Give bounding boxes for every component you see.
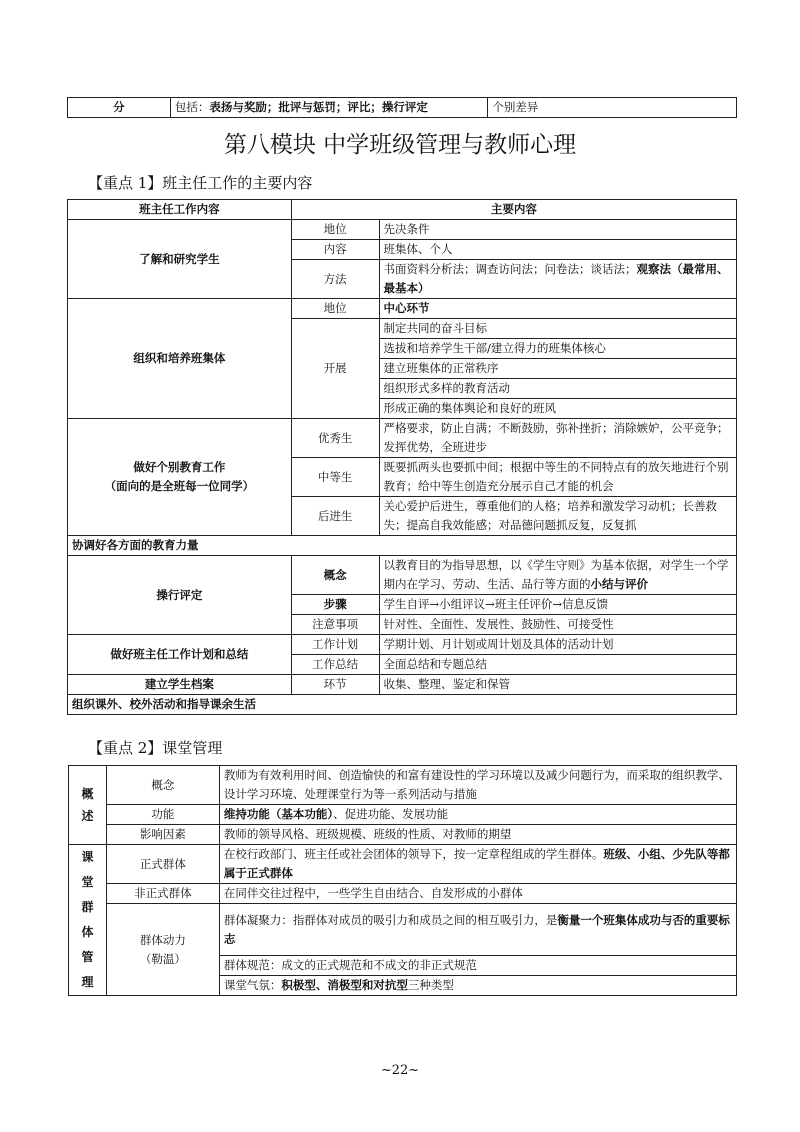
row-label-line: （面向的是全班每一位同学）: [104, 479, 255, 493]
cell-value: 在同伴交往过程中，一些学生自由结合、自发形成的小群体: [219, 884, 736, 904]
cell-value: 教师的领导风格、班级规模、班级的性质、对教师的期望: [219, 825, 736, 845]
cell-text-bold: 小结与评价: [590, 577, 649, 591]
cell-text-bold: 表扬与奖励；批评与惩罚；评比；操行评定: [209, 100, 428, 114]
cell-key: 概念: [106, 766, 219, 805]
row-label-vertical: [69, 845, 107, 996]
cell-value: 严格要求，防止自满；不断鼓励，弥补挫折；消除嫉妒，公平竞争；发挥优势，全班进步: [379, 419, 736, 458]
cell-text-bold: 衡量一个班集体成功与否的重要标志: [223, 912, 730, 946]
row-label: 做好班主任工作计划和总结: [68, 635, 292, 675]
cell-key: 步骤: [291, 595, 379, 615]
row-label: 组织和培养班集体: [68, 299, 292, 419]
row-label-vertical: [69, 766, 107, 845]
cell-value: 群体规范：成文的正式规范和不成文的非正式规范: [219, 956, 736, 976]
page-number: ~22~: [380, 1063, 420, 1078]
section-title-1: 【重点 1】班主任工作的主要内容: [88, 174, 313, 192]
row-label-line: 做好个别教育工作: [133, 460, 226, 474]
cell-key: 开展: [291, 319, 379, 419]
cell-text: 在校行政部门、班主任或社会团体的领导下，按一定章程组成的学生群体。: [223, 847, 604, 861]
module-title: 第八模块 中学班级管理与教师心理: [223, 132, 577, 158]
table-row: [68, 695, 737, 715]
table-row: [68, 556, 737, 595]
cell-key-line: （勒温）: [139, 951, 186, 966]
cell-text: 三种类型: [407, 978, 454, 992]
cell-value: 关心爱护后进生，尊重他们的人格；培养和激发学习动机；长善救失；提高自我效能感；对品德问题抓反复，反复抓: [379, 497, 736, 536]
vertical-text: 课堂群体管理: [81, 850, 94, 989]
cell-value: 制定共同的奋斗目标: [379, 319, 736, 339]
full-row-cell: 协调好各方面的教育力量: [68, 536, 737, 556]
cell-value: 班集体、个人: [379, 240, 736, 260]
cell-key: 中等生: [291, 458, 379, 497]
cell-key: 概念: [291, 556, 379, 595]
cell-key: 功能: [106, 805, 219, 825]
cell-key: [106, 904, 219, 996]
cell-value: 教师为有效利用时间、创造愉快的和富有建设性的学习环境以及减少问题行为，而采取的组织教学、设计学习环境、处理课堂行为等一系列活动与措施: [219, 766, 736, 805]
cell-key: 环节: [291, 675, 379, 695]
cell-value: 建立班集体的正常秩序: [379, 359, 736, 379]
cell-text-bold: 积极型、消极型和对抗型: [281, 978, 408, 992]
table-row: [68, 635, 737, 655]
table-row: [69, 845, 737, 884]
cell-key: 工作计划: [291, 635, 379, 655]
cell-value: [219, 845, 736, 884]
cell-text: 以教育目的为指导思想，以《学生守则》为基本依据，对学生一个学期内在学习、劳动、生活、品行等方面的: [383, 558, 729, 591]
cell-value: 组织形式多样的教育活动: [379, 379, 736, 399]
table-row: [68, 675, 737, 695]
cell-value: 形成正确的集体舆论和良好的班风: [379, 399, 736, 419]
cell-key: 优秀生: [291, 419, 379, 458]
section-title-2: 【重点 2】课堂管理: [88, 739, 223, 757]
table-header-row: [68, 200, 737, 220]
cell-key: 工作总结: [291, 655, 379, 675]
cell-key: 地位: [291, 299, 379, 319]
cell-value: 既要抓两头也要抓中间；根据中等生的不同特点有的放矢地进行个别教育；给中等生创造充分展示自己才能的机会: [379, 458, 736, 497]
cell-text-bold: 维持功能（基本功能）: [223, 807, 334, 821]
cell-value: [219, 976, 736, 996]
cell-text: 书面资料分析法；调查访问法；问卷法；谈话法；: [383, 262, 637, 276]
cell-value: 针对性、全面性、发展性、鼓励性、可接受性: [379, 615, 736, 635]
row-label: 建立学生档案: [68, 675, 292, 695]
header-cell: 主要内容: [291, 200, 736, 220]
table-row: [69, 904, 737, 956]
cell-key-line: 群体动力: [139, 932, 186, 947]
cell-key: 注意事项: [291, 615, 379, 635]
cell-value: 全面总结和专题总结: [379, 655, 736, 675]
row-label: 了解和研究学生: [68, 220, 292, 299]
cell-value: [379, 260, 736, 299]
cell-text: 包括：: [174, 100, 210, 114]
cell-value: 选拔和培养学生干部/建立得力的班集体核心: [379, 339, 736, 359]
row-label: [68, 419, 292, 536]
cell: 分: [68, 98, 171, 118]
classroom-management-table: [68, 765, 737, 996]
vertical-text: 概述: [81, 787, 94, 823]
cell-value: 先决条件: [379, 220, 736, 240]
table-row: [69, 766, 737, 805]
cell-value: [379, 556, 736, 595]
table-row: [69, 805, 737, 825]
cell-key: 内容: [291, 240, 379, 260]
cell-text: 群体凝聚力：指群体对成员的吸引力和成员之间的相互吸引力，是: [223, 912, 558, 927]
row-label: 操行评定: [68, 556, 292, 635]
cell-text-bold: 班级、小组、少先队等都属于正式群体: [223, 847, 730, 880]
cell-key: 正式群体: [106, 845, 219, 884]
cell-text: 课堂气氛：: [223, 978, 282, 992]
cell-value: 学期计划、月计划或周计划及具体的活动计划: [379, 635, 736, 655]
full-row-cell: 组织课外、校外活动和指导课余生活: [68, 695, 737, 715]
cell-text-bold: 观察法（最常用、最基本）: [383, 262, 729, 295]
cell-key: 影响因素: [106, 825, 219, 845]
table-row: [68, 299, 737, 319]
table-row: [68, 419, 737, 458]
continuation-table: [67, 97, 737, 118]
cell-key: 非正式群体: [106, 884, 219, 904]
table-row: [68, 98, 737, 118]
table-row: [69, 825, 737, 845]
cell-key: 地位: [291, 220, 379, 240]
cell-value: 收集、整理、鉴定和保管: [379, 675, 736, 695]
cell-value: [219, 805, 736, 825]
cell: 个别差异: [488, 98, 737, 118]
head-teacher-work-table: [67, 199, 737, 715]
header-cell: 班主任工作内容: [68, 200, 292, 220]
cell: [170, 98, 488, 118]
table-row: [68, 220, 737, 240]
cell-text: 、促进功能、发展功能: [333, 807, 449, 821]
cell-key: 后进生: [291, 497, 379, 536]
cell-value: 中心环节: [379, 299, 736, 319]
cell-value: [219, 904, 736, 956]
table-row: [69, 884, 737, 904]
table-row: [68, 536, 737, 556]
cell-key: 方法: [291, 260, 379, 299]
cell-value: 学生自评→小组评议→班主任评价→信息反馈: [379, 595, 736, 615]
